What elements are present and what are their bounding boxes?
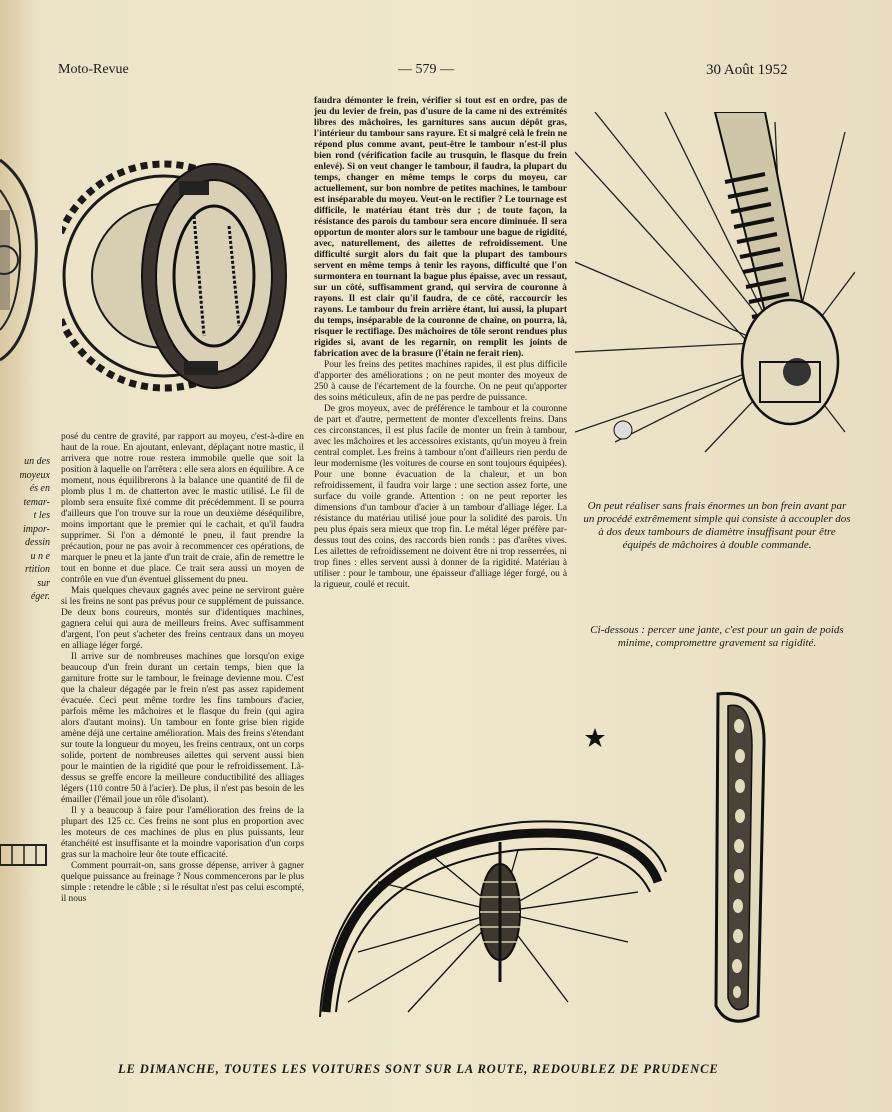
fragment-line: impor-: [22, 523, 50, 535]
paragraph: Il arrive sur de nombreuses machines que lorsqu'on exige beaucoup d'un frein durant un certain temps, bien que la garniture frotte sur le tambour, le freinage devienne mou. C'est que la chaleur dégagée par le frein n'est pas assez rapidement évacuée. Ceci peut même tordre les fins tambours d'acier, parfois même les mâchoires et le flasque du frein (qui agira alors d'autant moins). Un tambour en fonte grise bien rigide amène déjà une certaine amélioration. Mais des freins s'étendant sur toute la longueur du moyeu, les freins centraux, ont un corps solide, portent de nombreuses ailettes qui servent aussi bien pour le maintien de la rigidité que pour le refroidissement. Là-dessus se greffe encore la meilleure conductibilité des alliages légers (110 contre 50 à l'acier). De plus, il n'est pas besoin de les émailler (l'émail joue un rôle d'isolant).: [61, 652, 304, 805]
fragment-line: un des: [24, 456, 50, 467]
fragment-line: sur: [37, 577, 50, 589]
left-margin-fragment: [0, 455, 50, 604]
paragraph: posé du centre de gravité, par rapport au moyeu, c'est-à-dire en haut de la roue. En ajoutant, enlevant, déplaçant notre mastic, il arrivera que notre roue restera immobile quelle que soit la position à laquelle on l'arrêtera : elle sera alors en équilibre. A ce moment, nous équilibrerons à la balance une quantité de fil de plomb plus 1 m. de chatterton avec le mastic utilisé. Le fil de plomb sera ensuite fixé comme dit précédemment. Il se pourra d'ailleurs que l'on trouve sur la roue un deuxième déséquilibre, moins important que le premier qui le cachait, et qu'il faudra supprimer. Si l'on a démonté le pneu, il faut prendre la précaution, pour ne pas avoir à recommencer ces opérations, de marquer le pneu et la jante d'un trait de craie, afin de remettre le tout en bonne et due place. Ce trait sera aussi un moyen de contrôle en vue d'un éventuel glissement du pneu.: [61, 432, 304, 585]
axle-part-illustration: [0, 835, 50, 875]
magazine-name: Moto-Revue: [58, 62, 129, 77]
page-number: — 579 —: [398, 62, 454, 77]
rim-caption: Ci-dessous : percer une jante, c'est pour un gain de poids minime, compromettre gravement sa rigidité.: [590, 624, 844, 649]
issue-date: 30 Août 1952: [706, 62, 788, 78]
paragraph: Pour les freins des petites machines rapides, il est plus difficile d'apporter des améliorations ; on ne peut monter des moyeux de 250 à cause de l'écartement de la fourche. On ne peut qu'apporter des soins méticuleux, afin de ne pas perdre de puissance.: [314, 360, 567, 403]
sprocket-brake-illustration: [62, 126, 312, 426]
fragment-line: moyeux: [19, 469, 50, 481]
fragment-line: temar-: [23, 496, 50, 508]
fork-brake-caption: On peut réaliser sans frais énormes un bon frein avant par un procédé extrêmement simple qui consiste à accoupler dos à dos deux tambours de diamètre insuffisant pour être équipés de mâchoires à double commande.: [583, 500, 851, 551]
footer-safety-slogan: LE DIMANCHE, TOUTES LES VOITURES SONT SUR LA ROUTE, REDOUBLEZ DE PRUDENCE: [118, 1062, 719, 1076]
fragment-line: t les: [33, 510, 50, 521]
drilled-rim-illustration: [706, 686, 776, 1032]
fragment-line: rtition: [24, 564, 50, 575]
paragraph: faudra démonter le frein, vérifier si tout est en ordre, pas de jeu du levier de frein, pas d'usure de la came ni des extrémités libres des mâchoires, les garnitures sans aucun dépôt gras, l'intérieur du tambour sans rayure. Et si malgré celà le frein ne répond plus comme avant, peut-être le tambour n'est-il plus bien rond (vérification facile au trusquin, le flasque du frein enlevé). Si on veut changer le tambour, il faudra, la plupart du temps, changer en même temps le corps du moyeu, car actuellement, sur bon nombre de petites machines, le tambour est inséparable du moyeu. Veut-on le rectifier ? Le tournage est difficile, le matériau étant très dur ; de toute façon, la résistance des parois du tambour sera encore diminuée. Il sera opportun de monter alors sur le tambour une bague de rigidité, avec, naturellement, des ailettes de refroidissement. Une difficulté surgit alors du fait que la plupart des tambours servent en même temps à tenir les rayons, difficulté que l'on surmontera en tournant la bague plus épaisse, avec un ressaut, sur un côté, suffisamment grand, qui servira de couronne à rayons. Il est clair qu'il faudra, de ce côté, raccourcir les rayons. Le tambour du frein arrière étant, lui aussi, la plupart du temps, inséparable de la couronne de chaîne, on pourra, là, risquer le rectifiage. Des mâchoires de tôle seront rendues plus rigides si, avant de les regarnir, on remplit les joints de fabrication avec de la brasure (l'étain ne ferait rien).: [314, 96, 567, 359]
paragraph: Il y a beaucoup à faire pour l'amélioration des freins de la plupart des 125 cc. Ces freins ne sont plus en proportion avec les moteurs de ces machines de plus en plus puissants, leur étanchéité est insuffisante et la moindre vaporisation d'un corps gras sur la machoire leur ôte toute efficacité.: [61, 806, 304, 860]
fragment-line: és en: [29, 483, 50, 494]
paragraph: De gros moyeux, avec de préférence le tambour et la couronne de part et d'autre, permettent de monter d'excellents freins. Dans ces circonstances, il est plus facile de monter un frein à tambour, avec les mâchoires et les accessoires existants, qu'un moyeu à frein central complet. Les freins à tambour n'ont d'ailleurs rien perdu de leur modernisme (les voitures de course en sont toujours équipées). Pour une bonne évacuation de la chaleur, et un bon refroidissement, il faudra voir large : une section assez forte, une surface du voile grande. Attention : on ne peut reporter les dimensions d'un tambour d'acier à un tambour d'alliage léger. La résistance du matériau utilisé joue pour la solidité des parois. Un peu plus épais sera mieux que trop fin. Le métal léger préfère par-dessus tout des coins, des raccords bien ronds : pas d'arêtes vives. Les ailettes de refroidissement ne doivent être ni trop resserrées, ni trop fines : elles servent aussi à donner de la rigidité. Matériau à utiliser : pour le tambour, une épaisseur d'alliage léger forgé, ou à la rigueur, coulé et recuit.: [314, 404, 567, 590]
fork-brake-illustration: [575, 112, 855, 457]
paragraph: Mais quelques chevaux gagnés avec peine ne serviront guère si les freins ne sont pas prévus pour ce supplément de puissance. De deux bons coureurs, montés sur d'identiques machines, gagnera celui qui aura de meilleurs freins. Avec suffisamment d'argent, l'on peut s'acheter des freins centraux dans un moyeu en alliage léger forgé.: [61, 586, 304, 651]
paragraph: Comment pourrait-on, sans grosse dépense, arriver à gagner quelque puissance au freinage ? Nous commencerons par le plus simple : retendre le câble ; si le résultat n'est pas celui escompté, il nous: [61, 861, 304, 904]
article-column-left: [61, 432, 304, 1058]
fragment-line: u n e: [30, 550, 50, 562]
article-column-middle: [314, 96, 567, 1056]
fragment-line: dessin: [25, 537, 50, 548]
fragment-line: éger.: [30, 591, 50, 602]
star-ornament-icon: [585, 728, 605, 748]
hub-partial-illustration: [0, 150, 40, 370]
